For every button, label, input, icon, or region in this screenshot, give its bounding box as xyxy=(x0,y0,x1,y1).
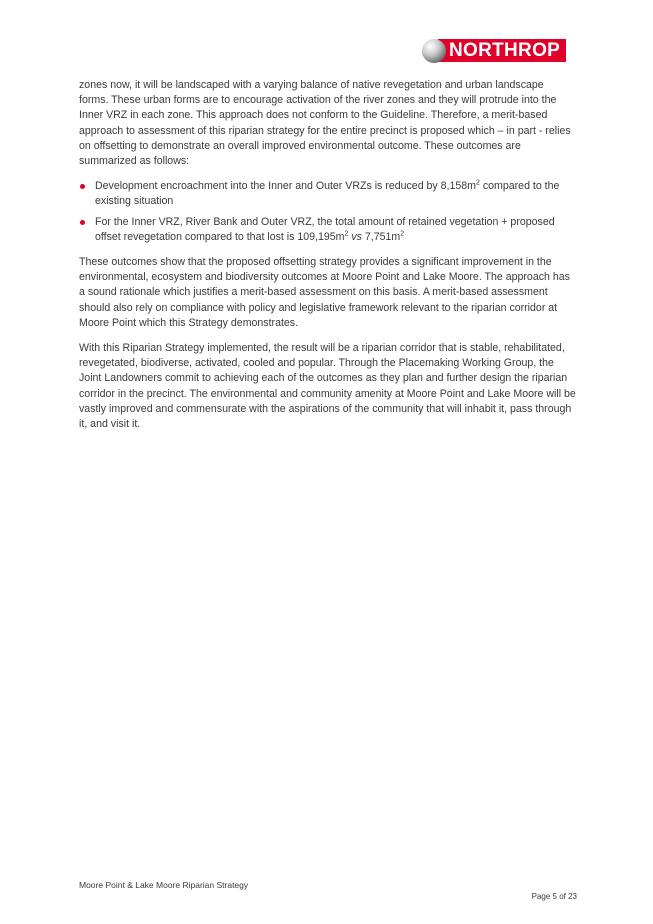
paragraph-2: These outcomes show that the proposed offsetting strategy provides a significant improvement in the environmental, ecosystem and biodiversity outcomes at Moore Point and Lake Moore. The approach has a sound rationale which justifies a merit-based assessment on this basis. A merit-based assessment should also rely on compliance with policy and legislative framework relevant to the riparian corridor at Moore Point which this Strategy demonstrates. xyxy=(79,256,570,329)
outcomes-list xyxy=(79,179,576,245)
paragraph-3: With this Riparian Strategy implemented, the result will be a riparian corridor that is stable, rehabilitated, revegetated, biodiverse, activated, cooled and popular. Through the Placemaking Working Group, the Joint Landowners commit to achieving each of the outcomes as they plan and further design the riparian corridor in the precinct. The environmental and community amenity at Moore Point and Lake Moore will be vastly improved and commensurate with the aspirations of the community that will inhabit it, pass through it, and visit it. xyxy=(79,342,576,431)
logo-sphere-icon xyxy=(422,39,446,63)
footer-page-number: Page 5 of 23 xyxy=(531,892,577,901)
bullet-icon xyxy=(80,220,85,225)
list-item xyxy=(79,215,576,245)
list-item xyxy=(79,179,576,209)
northrop-logo xyxy=(422,37,575,64)
superscript: 2 xyxy=(476,179,480,187)
paragraph-1: zones now, it will be landscaped with a varying balance of native revegetation and urban landscape forms. These urban forms are to encourage activation of the river zones and they will protrude into the Inner VRZ in each zone. This approach does not conform to the Guideline. Therefore, a merit-based approach to assessment of this riparian strategy for the entire precinct is proposed which – in part - relies on offsetting to demonstrate an overall improved environmental outcome. These outcomes are summarized as follows: xyxy=(79,79,571,168)
document-body xyxy=(79,78,576,442)
bullet-1-text: Development encroachment into the Inner and Outer VRZs is reduced by 8,158m xyxy=(95,180,476,193)
bullet-1-text-end: compared to the existing situation xyxy=(95,180,560,208)
footer-document-title: Moore Point & Lake Moore Riparian Strategy xyxy=(79,880,249,890)
logo-wordmark: NORTHROP xyxy=(438,39,566,62)
vs-italic: vs xyxy=(351,230,362,243)
bullet-2-text: For the Inner VRZ, River Bank and Outer VRZ, the total amount of retained vegetation + proposed offset revegetation compared to that lost is 109,195m xyxy=(95,215,555,243)
bullet-icon xyxy=(80,184,85,189)
superscript: 2 xyxy=(400,230,405,238)
superscript: 2 xyxy=(344,230,349,238)
bullet-2-text-end: 7,751m xyxy=(364,230,401,243)
